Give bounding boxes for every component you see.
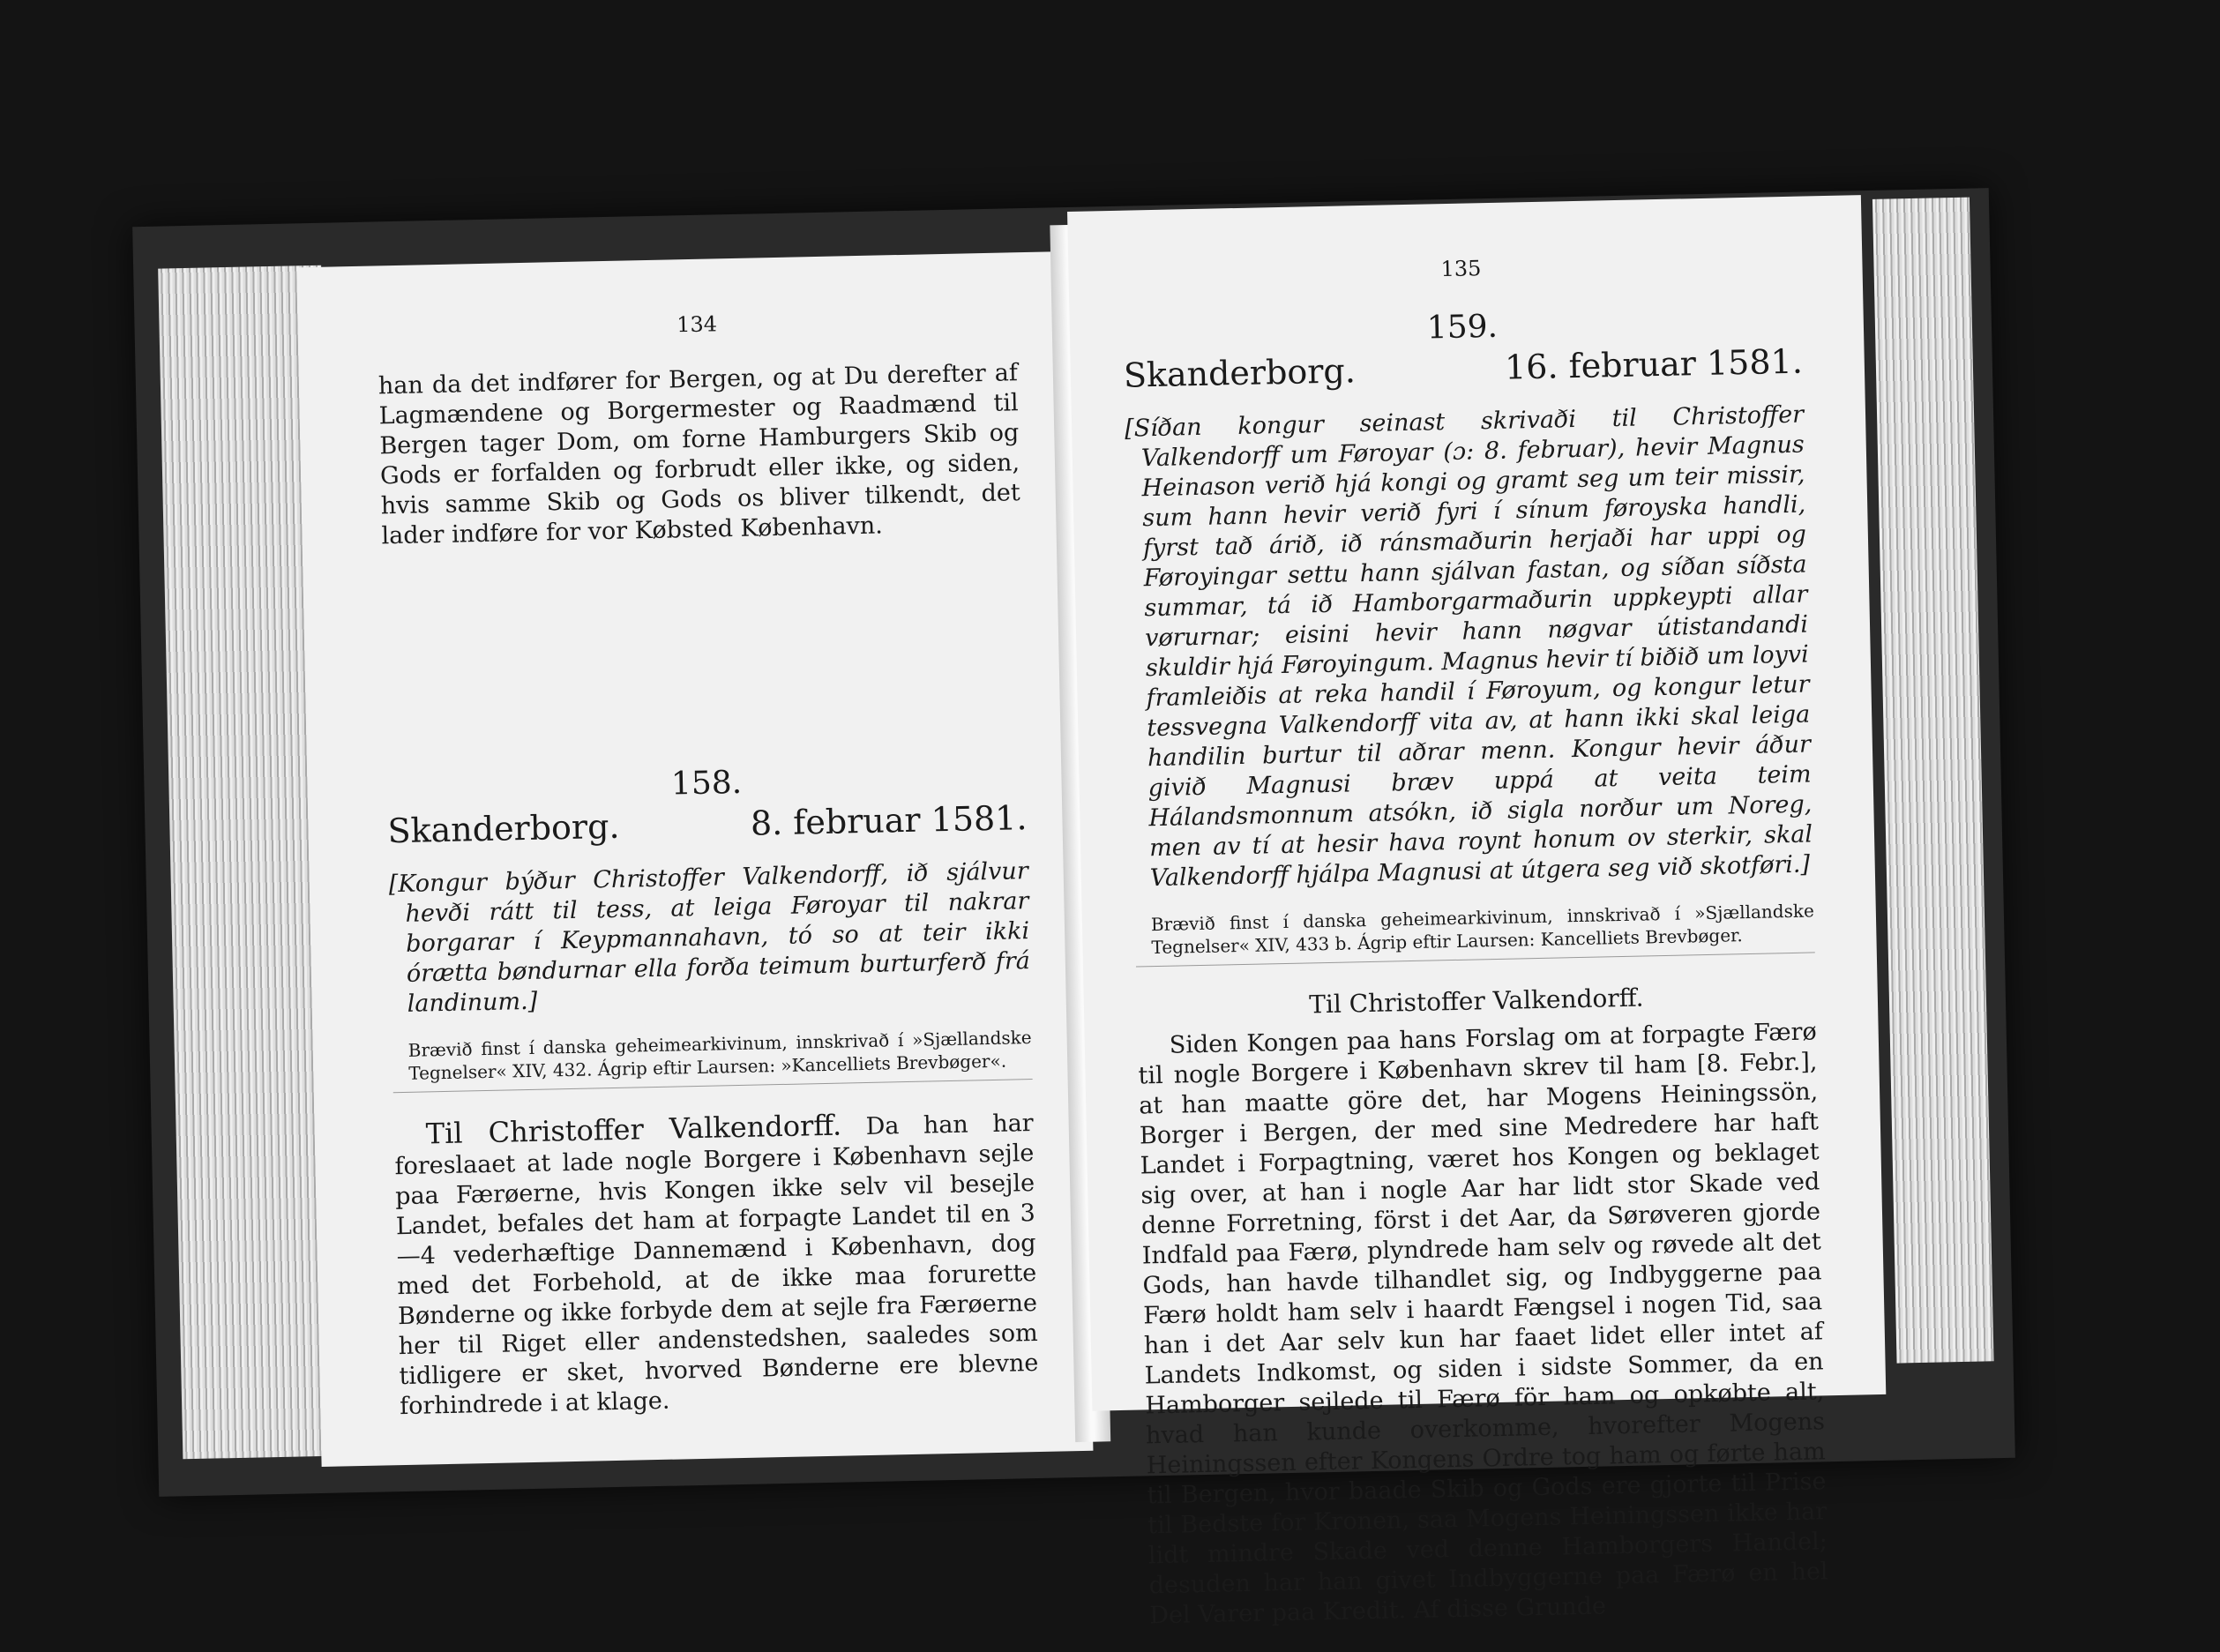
entry-place: Skanderborg. [1123,351,1357,395]
entry-number: 159. [1426,308,1499,347]
entry-source: Brævið finst í danska geheimearkivinum, innskrivað í »Sjællandske Tegnelser« XIV, 433 b. Ágrip eftir Laursen: Kancelliets Brevbøger. [1135,899,1815,967]
page-edges-right [1872,198,1994,1364]
right-page [1067,195,1886,1630]
letter-text [393,1106,1039,1422]
entry-number: 158. [670,764,743,803]
letter-addressee: Til Christoffer Valkendorff. [1308,983,1644,1020]
entry-place: Skanderborg. [387,806,620,851]
entry-date: 16. februar 1581. [1504,341,1804,387]
entry-date: 8. februar 1581. [750,798,1028,843]
page-number-left: 134 [676,311,718,338]
entry-source: Brævið finst í danska geheimearkivinum, innskrivað í »Sjællandske Tegnelser« XIV, 432. Ágrip eftir Laursen: »Kancelliets Brevbøger«. [392,1026,1033,1093]
letter-body: Siden Kongen paa hans Forslag om at forpagte Færø til nogle Borgere i København skrev til ham [8. Febr.], at han maatte göre det, har Mogens Heiningssön, Borger i Bergen, der med sine Medredere har haft Landet i Forpagtning, været hos Kongen og beklaget sig over, at han i nogle Aar har lidt stor Skade ved denne Forretning, först i det Aar, da Sørøveren gjorde Indfald paa Færø, plyndrede ham selv og røvede alt det Gods, han havde tilhandlet sig, og Indbyggerne paa Færø holdt ham selv i haardt Fængsel i nogen Tid, saa han i det Aar selv kun har faaet lidet eller intet af Landets Indkomst, og siden i sidste Sommer, da en Hamborger sejlede til Færø för ham og opkøbte alt, hvad han kunde overkomme, hvorefter Mogens Heiningssen efter Kongens Ordre tog ham og førte ham til Bergen, hvor baade Skib og Gods ere gjorte til Prise til Bedste for Kronen, saa Mogens Heiningssen ikke har lidt mindre Skade ved denne Hamborgers Handel; desuden har han givet Indbyggerne paa Færø en hel Del Varer paa Kredit. Af disse Grunde [1138,1018,1828,1630]
entry-summary: [Síðan kongur seinast skrivaði til Christoffer Valkendorff um Føroyar (ɔ: 8. februar), hevir Magnus Heinason verið hjá kongi og gramt seg um teir missir, sum hann hevir verið fyri í sínum føroyska handli, fyrst tað árið, ið ránsmaðurin herjaði har uppi og Føroyingar settu hann sjálvan fastan, og síðan síðsta summar, tá ið Hamborgarmaðurin uppkeypti allar vørurnar; eisini hevir hann nøgvar útistandandi skuldir hjá Føroyingum. Magnus hevir tí biðið um loyvi framleiðis at reka handil í Føroyum, og kongur letur tessvegna Valkendorff vita av, at hann ikki skal leiga handilin burtur til aðrar menn. Kongur hevir áður givið Magnusi bræv uppá at veita teim Hálandsmonnum atsókn, ið sigla norður um Noreg, men av tí at hesir hava roynt honum ov sterkir, skal Valkendorff hjálpa Magnusi at útgera seg við skotføri.] [1124,400,1813,893]
continuation-text: han da det indfører for Bergen, og at Du derefter af Lagmændene og Borgermester og Raadmænd til Bergen tager Dom, om forne Hamburgers Skib og Gods er forfalden og forbrudt eller ikke, og siden, hvis samme Skib og Gods os bliver tilkendt, det lader indføre for vor Købsted København. [377,359,1021,550]
letter-lead-in: Til Christoffer Valkendorff. [425,1108,842,1151]
entry-summary: [Kongur býður Christoffer Valkendorff, ið sjálvur hevði rátt til tess, at leiga Føroyar til nakrar borgarar í Keypmannahavn, tó so at teir ikki órætta bøndurnar ella forða teimum burturferð frá landinum.] [388,857,1031,1018]
open-book [132,188,2015,1630]
left-page [296,251,1093,1467]
page-number-right: 135 [1440,256,1482,282]
letter-body: Da han har foreslaaet at lade nogle Borgere i København sejle paa Færøerne, hvis Kongen ikke selv vil besejle Landet, befales det ham at forpagte Landet til en 3—4 vederhæftige Dannemænd i København, dog med det Forbehold, at de ikke maa forurette Bønderne og ikke forbyde dem at sejle fra Færøerne her til Riget eller andenstedshen, saaledes som tidligere er sket, hvorved Bønderne ere blevne forhindrede i at klage. [394,1110,1039,1421]
